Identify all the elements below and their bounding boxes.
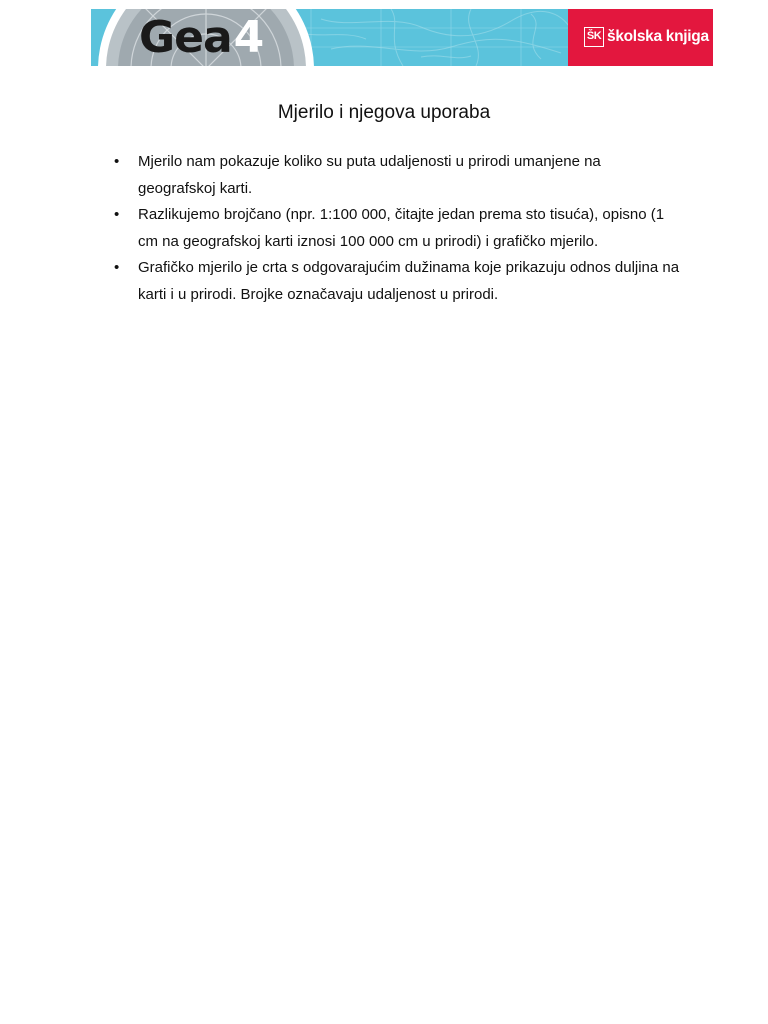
bullet-dot-icon: • <box>114 153 120 170</box>
bullet-text: Razlikujemo brojčano (npr. 1:100 000, čitajte jedan prema sto tisuća), opisno (1 cm na geografskoj karti iznosi 100 000 cm u prirodi) i grafičko mjerilo. <box>138 206 665 250</box>
gea-series-logo <box>139 13 263 63</box>
header-banner <box>91 9 713 66</box>
bullet-text: Grafičko mjerilo je crta s odgovarajućim dužinama koje prikazuju odnos duljina na karti i u prirodi. Brojke označavaju udaljenost u prirodi. <box>138 259 680 303</box>
document-title: Mjerilo i njegova uporaba <box>277 102 491 123</box>
gea-logo-number: 4 <box>233 12 264 63</box>
publisher-name: školska knjiga <box>607 28 709 45</box>
gea-logo-word: Gea <box>139 12 232 63</box>
bullet-item <box>112 202 682 255</box>
publisher-mark-icon: ŠK <box>584 27 604 47</box>
publisher-logo <box>568 9 713 66</box>
bullet-list <box>112 149 682 308</box>
bullet-item <box>112 149 682 202</box>
bullet-text: Mjerilo nam pokazuje koliko su puta udaljenosti u prirodi umanjene na geografskoj karti. <box>138 153 601 197</box>
bullet-dot-icon: • <box>114 206 120 223</box>
bullet-dot-icon: • <box>114 259 120 276</box>
bullet-item <box>112 255 682 308</box>
